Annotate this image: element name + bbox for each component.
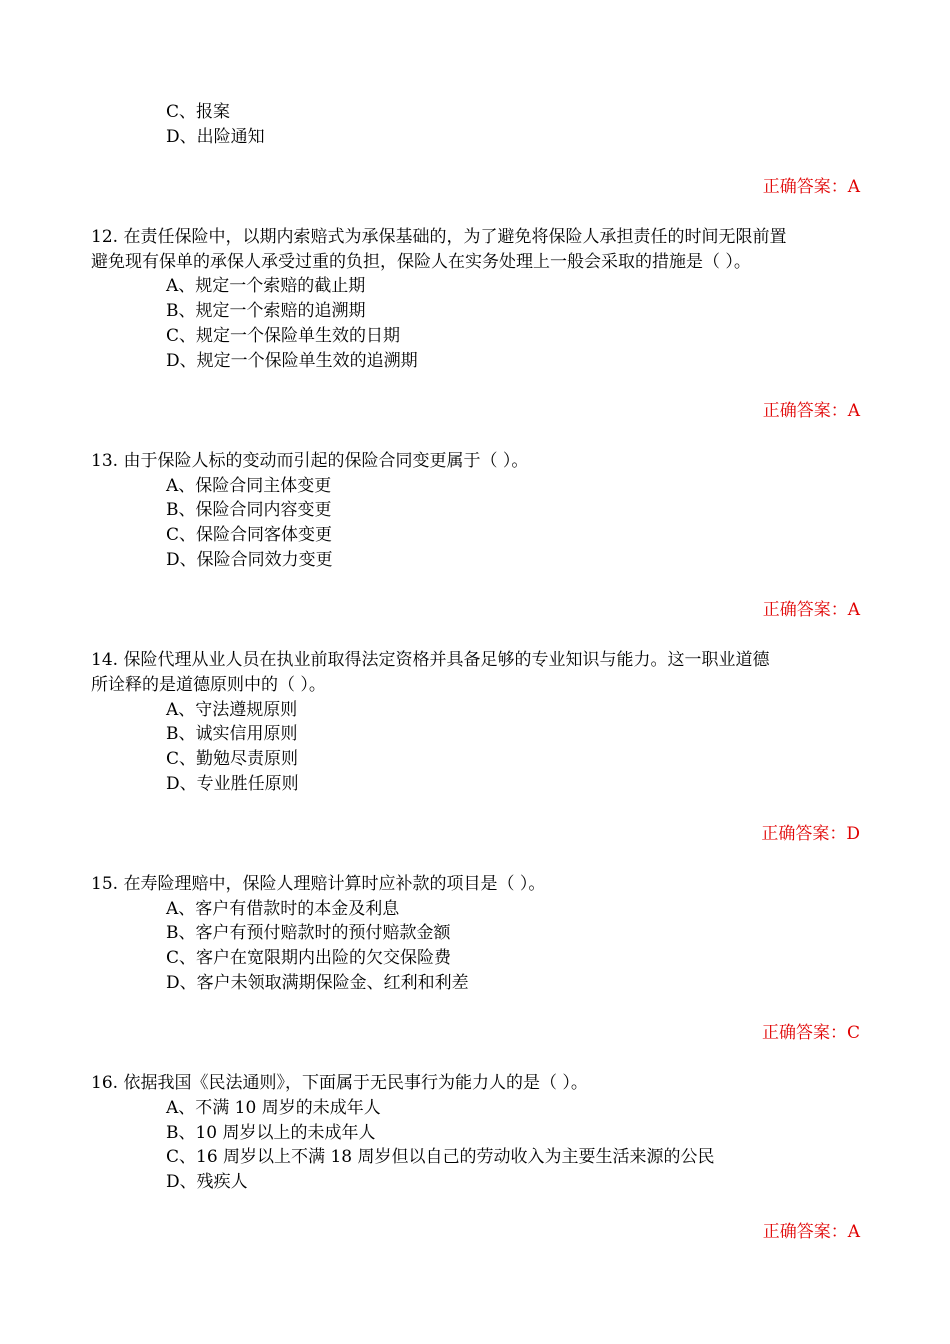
q16-option-b: B、10 周岁以上的未成年人 <box>166 1123 376 1143</box>
q14-stem-line-1: 14. 保险代理从业人员在执业前取得法定资格并具备足够的专业知识与能力。这一职业道德 <box>91 650 770 670</box>
q15-answer: 正确答案：C <box>761 1023 860 1043</box>
q12-stem-line-2: 避免现有保单的承保人承受过重的负担，保险人在实务处理上一般会采取的措施是（ ）。 <box>91 252 751 272</box>
q16-option-d: D、残疾人 <box>166 1172 248 1192</box>
q16-answer: 正确答案：A <box>762 1222 860 1242</box>
q13-option-b: B、保险合同内容变更 <box>166 500 332 520</box>
q16-option-c: C、16 周岁以上不满 18 周岁但以自己的劳动收入为主要生活来源的公民 <box>166 1147 715 1167</box>
q12-option-c: C、规定一个保险单生效的日期 <box>166 326 401 346</box>
q13-option-c: C、保险合同客体变更 <box>166 525 333 545</box>
q11-option-d: D、出险通知 <box>166 127 265 147</box>
q14-stem-line-2: 所诠释的是道德原则中的（ ）。 <box>91 675 326 695</box>
q11-answer: 正确答案：A <box>762 177 860 197</box>
q14-option-a: A、守法遵规原则 <box>166 700 298 720</box>
q15-option-d: D、客户未领取满期保险金、红利和利差 <box>166 973 469 993</box>
q11-option-c: C、报案 <box>166 102 231 122</box>
q12-option-b: B、规定一个索赔的追溯期 <box>166 301 366 321</box>
q12-option-a: A、规定一个索赔的截止期 <box>166 276 366 296</box>
q13-answer: 正确答案：A <box>762 600 860 620</box>
q14-answer: 正确答案：D <box>761 824 860 844</box>
q16-option-a: A、不满 10 周岁的未成年人 <box>166 1098 381 1118</box>
q13-option-a: A、保险合同主体变更 <box>166 476 332 496</box>
q12-option-d: D、规定一个保险单生效的追溯期 <box>166 351 418 371</box>
q15-option-c: C、客户在宽限期内出险的欠交保险费 <box>166 948 452 968</box>
q13-option-d: D、保险合同效力变更 <box>166 550 333 570</box>
q14-option-c: C、勤勉尽责原则 <box>166 749 299 769</box>
q15-stem: 15. 在寿险理赔中，保险人理赔计算时应补款的项目是（ ）。 <box>91 874 546 894</box>
q16-stem: 16. 依据我国《民法通则》，下面属于无民事行为能力人的是（ ）。 <box>91 1073 588 1093</box>
q12-answer: 正确答案：A <box>762 401 860 421</box>
q14-option-b: B、诚实信用原则 <box>166 724 298 744</box>
q12-stem-line-1: 12. 在责任保险中，以期内索赔式为承保基础的，为了避免将保险人承担责任的时间无限前置 <box>91 227 787 247</box>
q14-option-d: D、专业胜任原则 <box>166 774 299 794</box>
q15-option-a: A、客户有借款时的本金及利息 <box>166 899 400 919</box>
q15-option-b: B、客户有预付赔款时的预付赔款金额 <box>166 923 451 943</box>
q13-stem: 13. 由于保险人标的变动而引起的保险合同变更属于（ ）。 <box>91 451 529 471</box>
